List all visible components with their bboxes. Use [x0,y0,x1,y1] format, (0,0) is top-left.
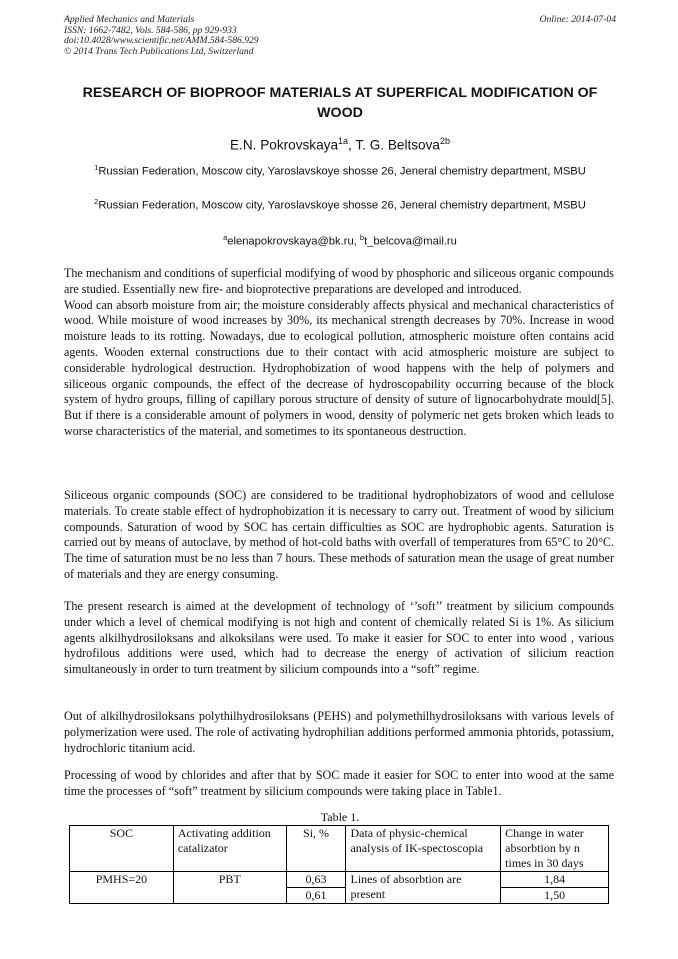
table-row [70,872,609,888]
header-soc: SOC [70,826,174,872]
author-2: T. G. Beltsova [355,137,440,153]
online-date: Online: 2014-07-04 [539,14,616,25]
cell-change-2: 1,50 [501,888,609,904]
body-paragraph-2: Siliceous organic compounds (SOC) are considered to be traditional hydrophobizators of wood and cellulose materials. To create stable effect of hydrophobization it is necessary to carry out. Treatment of wood by silicium compounds. Saturation of wood by SOC has certain difficulties as SOC are hydrophobic agents. Saturation is carried out by means of autoclave, by method of hot-cold baths with overfall of temperatures from 65°C to 20°C. The time of saturation must be no less than 7 hours. These methods of saturation mean the usage of great number of materials and they are energy consuming. [64,488,614,581]
author-1-superscript: 1a [338,136,349,146]
affiliation-1 [64,160,616,180]
paper-title: RESEARCH OF BIOPROOF MATERIALS AT SUPERFICAL MODIFICATION OF WOOD [82,85,598,121]
header-activating-addition: Activating addition catalizator [173,826,286,872]
cell-change-1: 1,84 [501,872,609,888]
affiliation-2 [64,194,616,214]
table-header-row [70,826,609,872]
header-si: Si, % [286,826,346,872]
cell-analysis: Lines of absorbtion are present [346,872,501,904]
email-a-mark: a [223,233,228,242]
table-caption: Table 1. [320,810,360,824]
email-a[interactable]: elenapokrovskaya@bk.ru [227,235,354,248]
cell-si-1: 0,63 [286,872,346,888]
body-paragraph-5: Processing of wood by chlorides and after that by SOC made it easier for SOC to enter into wood at the same time the processes of “soft” treatment by silicium compounds were taking place in Table1. [64,768,614,798]
journal-name: Applied Mechanics and Materials [64,14,195,25]
abstract-text: The mechanism and conditions of superficial modifying of wood by phosphoric and siliceous organic compounds are studied. Essentially new fire- and bioprotective preparations are developed and introduced. [64,266,614,296]
results-table [69,825,609,904]
copyright-line: © 2014 Trans Tech Publications Ltd, Switzerland [64,45,254,57]
author-separator: , [348,137,356,153]
journal-header [64,15,616,57]
email-line [64,230,616,250]
header-change: Change in water absorbtion by n times in 30 days [501,826,609,872]
intro-text: Wood can absorb moisture from air; the moisture considerably affects physical and mechanical characteristics of wood. While moisture of wood increases by 30%, its mechanical strength decreases by 70%. Increase in wood moisture leads to its rotting. Nowadays, due to ecological pollution, atmospheric moisture often contains acid agents. Wooden external constructions due to their contact with acid atmospheric moisture are subject to considerable hydrological destruction. Hydrophobization of wood happens with the help of polymers and siliceous organic compounds, the effect of the decrease of hydroscopability occurring because of the block system of hydro groups, filling of capillary porous structure of density of suture of lignocarbohydrate mould[5]. But if there is a considerable amount of polymers in wood, density of polymeric net gets broken which leads to worse characteristics of the material, and sometimes to its spontaneous destruction. [64,297,614,438]
cell-soc: PMHS=20 [70,872,174,904]
affiliation-1-number: 1 [94,163,99,172]
author-2-superscript: 2b [439,136,450,146]
cell-si-2: 0,61 [286,888,346,904]
header-analysis: Data of physic-chemical analysis of IK-spectoscopia [346,826,501,872]
doi-line: doi:10.4028/www.scientific.net/AMM.584-586.929 [64,35,259,47]
affiliation-1-text: Russian Federation, Moscow city, Yaroslavskoye shosse 26, Jeneral chemistry department, MSBU [98,165,586,178]
issn-line: ISSN: 1662-7482, Vols. 584-586, pp 929-933 [64,24,237,36]
author-line [64,132,616,155]
body-paragraph-4: Out of alkilhydrosiloksans polythilhydrosiloksans (PEHS) and polymethilhydrosiloksans with various levels of polymerization were used. The role of activating hydrophilian additions performed ammonia phtorids, potassium, hydrochloric titanium acid. [64,709,614,755]
email-b-mark: b [359,233,365,242]
cell-activator: PBT [173,872,286,904]
email-b[interactable]: t_belcova@mail.ru [364,235,457,248]
author-1: E.N. Pokrovskaya [229,137,339,153]
affiliation-2-number: 2 [94,197,99,206]
body-paragraph-1 [64,266,614,440]
email-separator: , [353,235,360,248]
affiliation-2-text: Russian Federation, Moscow city, Yaroslavskoye shosse 26, Jeneral chemistry department, MSBU [98,199,586,212]
body-paragraph-3: The present research is aimed at the development of technology of ‘’soft’’ treatment by silicium compounds under which a level of chemical modifying is not high and content of chemically related Si is 1%. As silicium agents alkilhydrosiloksans and alkoksilans were used. To make it easier for SOC to enter into wood , various hydrofilous additions were used, which had to decrease the energy of activation of silicium reaction simultaneously in order to turn treatment by silicium compounds into a “soft” regime. [64,599,614,677]
